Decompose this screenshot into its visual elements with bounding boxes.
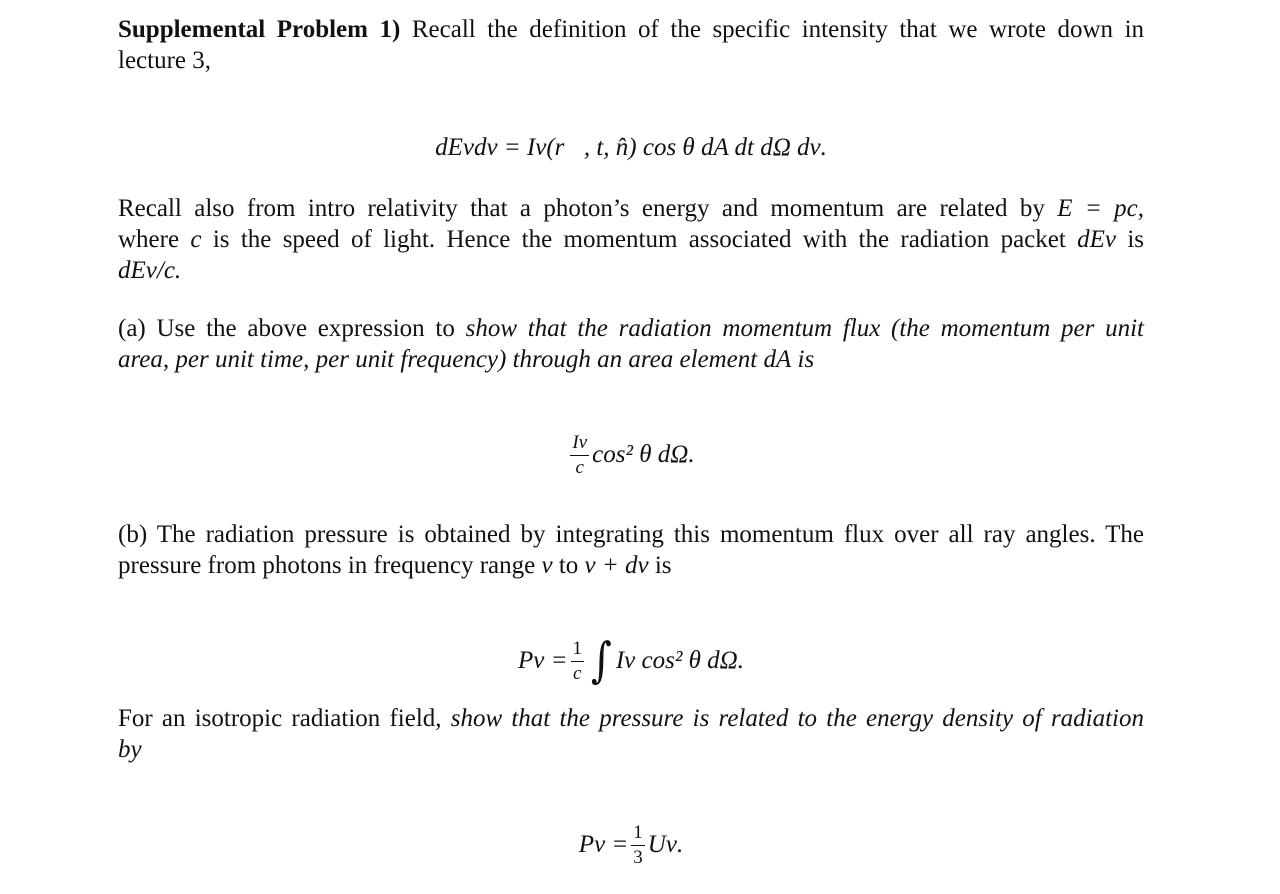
part-a-paragraph	[118, 313, 1144, 375]
relativity-line-2-text: is the speed of light. Hence the momentum associated with the radiation packet	[212, 226, 1066, 253]
document-page	[118, 0, 1144, 894]
equation-3-numerator: 1	[572, 637, 583, 659]
relativity-packet-var: dEν	[1077, 226, 1117, 253]
part-b-line-1: (b) The radiation pressure is obtained by integrating this momentum flux over all ray angles. The	[118, 521, 1144, 548]
equation-2-numerator: Iν	[572, 431, 588, 453]
part-a-var: dA	[763, 346, 792, 373]
equation-4-fraction	[631, 823, 645, 868]
problem-intro-line-1	[118, 14, 1144, 45]
part-a-line-2	[118, 344, 1144, 375]
relativity-paragraph	[118, 193, 1144, 286]
problem-intro-line-2: lecture 3,	[118, 47, 212, 74]
relativity-line-3: dEν/c.	[118, 257, 182, 284]
equation-2-fraction	[570, 433, 589, 478]
fraction-bar	[571, 661, 585, 662]
part-a-italic-1: show that the radiation momentum flux (the momentum per unit	[465, 315, 1145, 342]
relativity-c-var: c	[190, 226, 202, 253]
part-b-line-2	[118, 550, 1144, 581]
equation-2-denominator: c	[575, 456, 584, 478]
isotropic-line-1	[118, 703, 1144, 734]
part-a-italic-2: area, per unit time, per unit frequency) through an area element	[118, 346, 758, 373]
isotropic-line-2: by	[118, 736, 142, 763]
part-a-line-1	[118, 313, 1144, 344]
relativity-line-2	[118, 224, 1144, 255]
equation-1-text: dEνdν = Iν(r⃗, t, n̂) cos θ dA dt dΩ dν.	[435, 134, 827, 161]
isotropic-paragraph	[118, 703, 1144, 765]
relativity-line-1-text: Recall also from intro relativity that a photon’s energy and momentum are related by	[118, 195, 1045, 222]
equation-4-lhs: Pν =	[578, 831, 629, 858]
problem-heading: Supplemental Problem 1)	[118, 16, 401, 43]
isotropic-italic-1: show that the pressure is related to the energy density of radiation	[450, 705, 1145, 732]
part-a-tail: is	[797, 346, 815, 373]
equation-3-lhs: Pν =	[518, 647, 568, 674]
part-b-text: pressure from photons in frequency range	[118, 552, 536, 579]
equation-4-denominator: 3	[633, 846, 643, 868]
fraction-bar	[570, 455, 589, 456]
problem-intro-text: Recall the definition of the specific intensity that we wrote down in	[411, 16, 1145, 43]
equation-momentum-flux	[118, 425, 1144, 485]
equation-3-fraction	[571, 639, 585, 684]
equation-2-rest: cos² θ dΩ.	[592, 441, 695, 468]
integral-sign: ∫	[591, 633, 612, 689]
fraction-bar	[631, 845, 645, 846]
equation-pressure-energy-density	[118, 813, 1144, 877]
relativity-is: is	[1127, 226, 1145, 253]
equation-3-denominator: c	[573, 662, 582, 684]
part-b-is: is	[654, 552, 672, 579]
equation-specific-intensity	[118, 133, 1144, 163]
problem-intro	[118, 14, 1144, 76]
equation-4-rest: Uν.	[647, 831, 684, 858]
equation-4-numerator: 1	[633, 821, 643, 843]
part-b-nu: ν	[541, 552, 553, 579]
isotropic-lead: For an isotropic radiation field,	[118, 705, 442, 732]
part-b-paragraph	[118, 519, 1144, 581]
equation-3-rest: Iν cos² θ dΩ.	[615, 647, 744, 674]
part-b-range: ν + dν	[584, 552, 649, 579]
relativity-energy-momentum: E = pc,	[1057, 195, 1144, 222]
relativity-line-1	[118, 193, 1144, 224]
equation-radiation-pressure	[118, 628, 1144, 694]
relativity-where: where	[118, 226, 180, 253]
part-a-label: (a) Use the above expression to	[118, 315, 455, 342]
part-b-to: to	[558, 552, 579, 579]
